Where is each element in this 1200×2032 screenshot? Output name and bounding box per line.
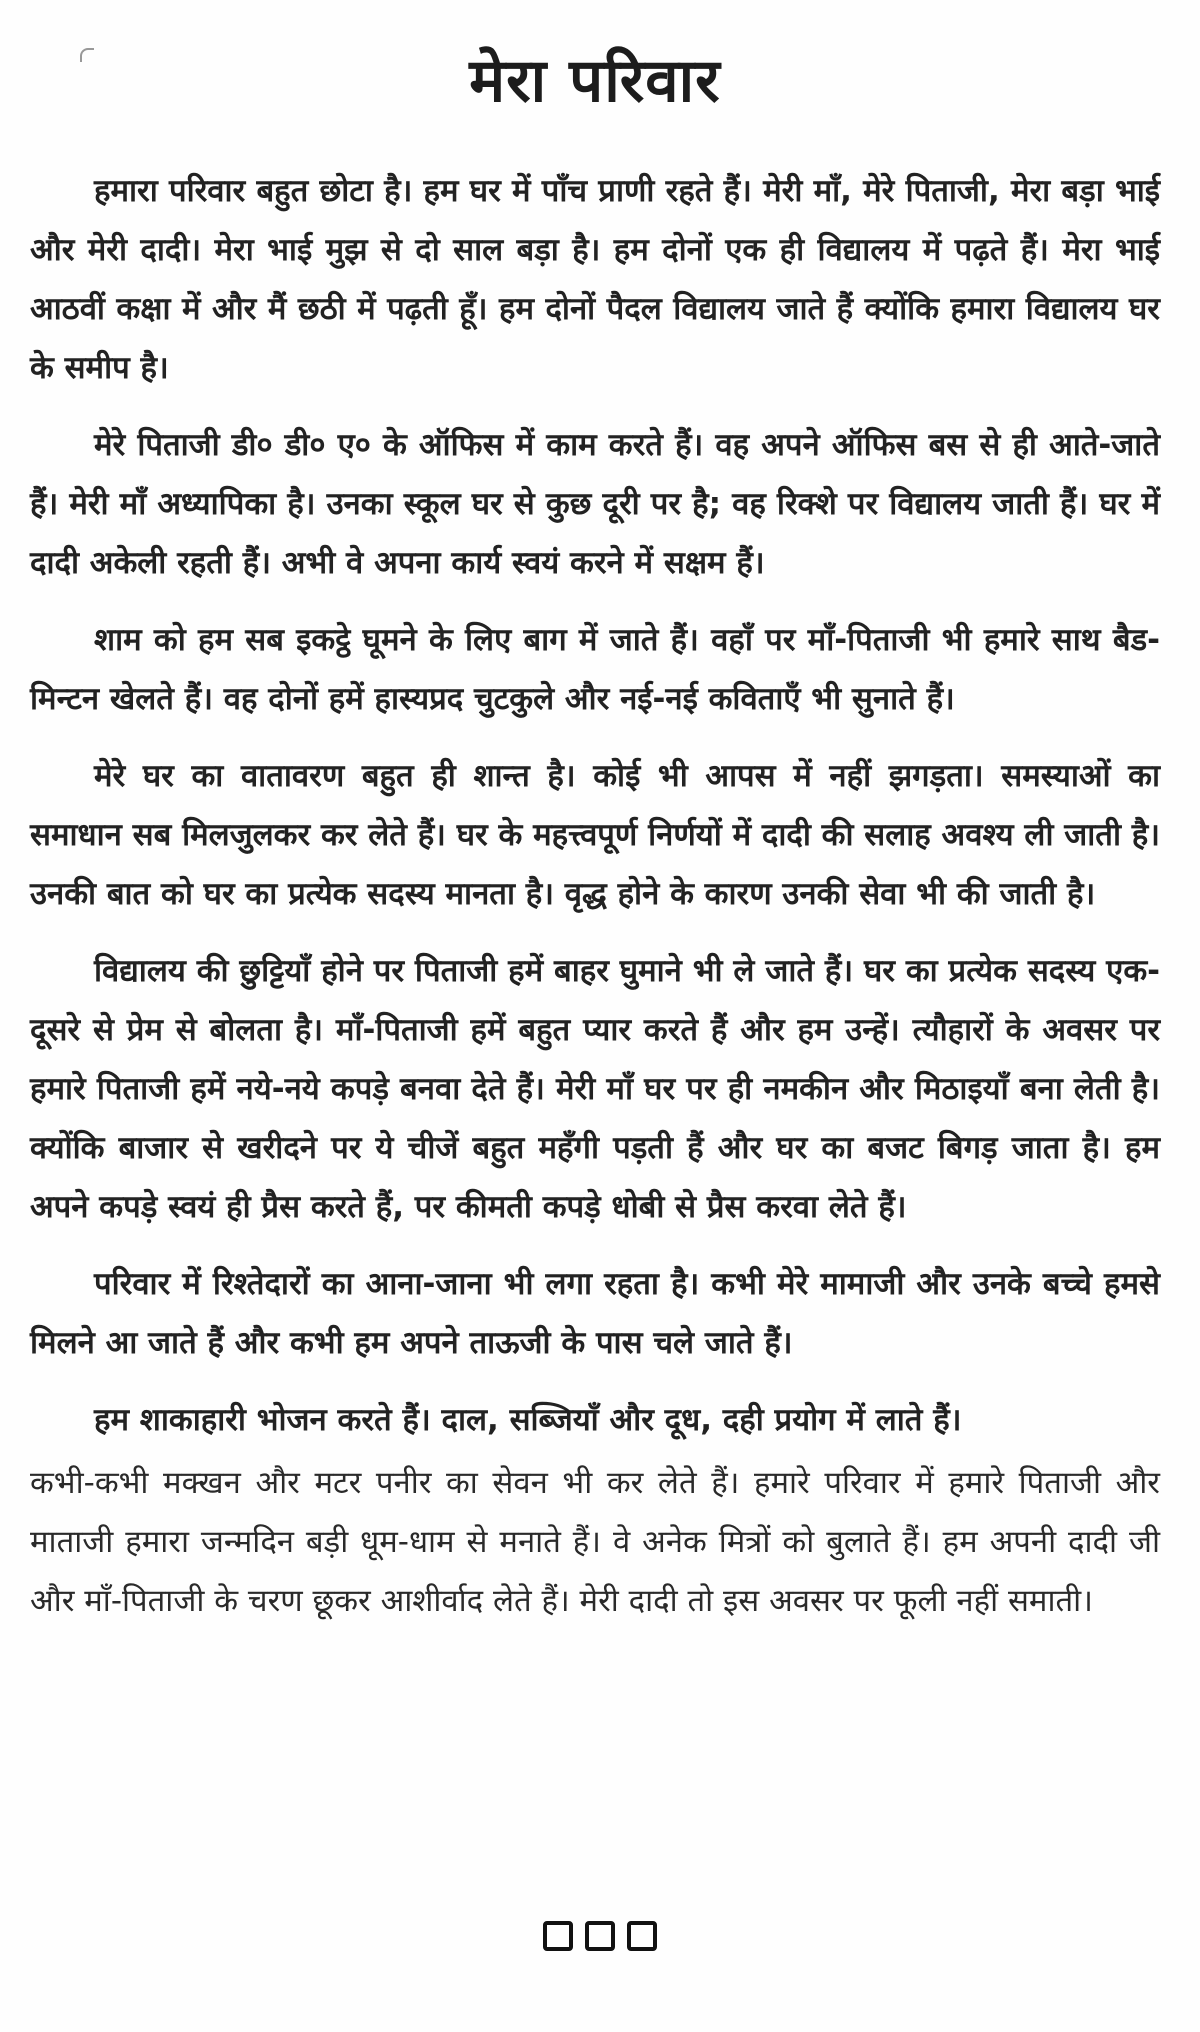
paragraph-8: कभी-कभी मक्खन और मटर पनीर का सेवन भी कर लेते हैं। हमारे परिवार में हमारे पिताजी और माताजी हमारा जन्मदिन बड़ी धूम-धाम से मनाते हैं। वे अनेक मित्रों को बुलाते हैं। हम अपनी दादी जी और माँ-पिताजी के चरण छूकर आशीर्वाद लेते हैं। मेरी दादी तो इस अवसर पर फूली नहीं समाती।	[30, 1465, 1160, 1619]
square-icon	[585, 1921, 615, 1951]
paragraph-7: हम शाकाहारी भोजन करते हैं। दाल, सब्जियाँ और दूध, दही प्रयोग में लाते हैं।	[94, 1402, 962, 1438]
paragraph-1: हमारा परिवार बहुत छोटा है। हम घर में पाँच प्राणी रहते हैं। मेरी माँ, मेरे पिताजी, मेरा बड़ा भाई और मेरी दादी। मेरा भाई मुझ से दो साल बड़ा है। हम दोनों एक ही विद्यालय में पढ़ते हैं। मेरा भाई आठवीं कक्षा में और मैं छठी में पढ़ती हूँ। हम दोनों पैदल विद्यालय जाते हैं क्योंकि हमारा विद्यालय घर के समीप है।	[30, 173, 1160, 386]
paragraph-6: परिवार में रिश्तेदारों का आना-जाना भी लगा रहता है। कभी मेरे मामाजी और उनके बच्चे हमसे मिलने आ जाते हैं और कभी हम अपने ताऊजी के पास चले जाते हैं।	[30, 1266, 1160, 1361]
page-title: मेरा परिवार	[469, 46, 721, 116]
paragraph-4: मेरे घर का वातावरण बहुत ही शान्त है। कोई भी आपस में नहीं झगड़ता। समस्याओं का समाधान सब मिलजुलकर कर लेते हैं। घर के महत्त्वपूर्ण निर्णयों में दादी की सलाह अवश्य ली जाती है। उनकी बात को घर का प्रत्येक सदस्य मानता है। वृद्ध होने के कारण उनकी सेवा भी की जाती है।	[30, 758, 1160, 912]
paragraph-5: विद्यालय की छुट्टियाँ होने पर पिताजी हमें बाहर घुमाने भी ले जाते हैं। घर का प्रत्येक सदस्य एक-दूसरे से प्रेम से बोलता है। माँ-पिताजी हमें बहुत प्यार करते हैं और हम उन्हें। त्यौहारों के अवसर पर हमारे पिताजी हमें नये-नये कपड़े बनवा देते हैं। मेरी माँ घर पर ही नमकीन और मिठाइयाँ बना लेती है। क्योंकि बाजार से खरीदने पर ये चीजें बहुत महँगी पड़ती हैं और घर का बजट बिगड़ जाता है। हम अपने कपड़े स्वयं ही प्रैस करते हैं, पर कीमती कपड़े धोबी से प्रैस करवा लेते हैं।	[30, 953, 1160, 1225]
square-icon	[543, 1921, 573, 1951]
end-of-text-marker	[0, 1915, 1200, 1961]
square-icon	[627, 1921, 657, 1951]
paragraph-2: मेरे पिताजी डी० डी० ए० के ऑफिस में काम करते हैं। वह अपने ऑफिस बस से ही आते-जाते हैं। मेरी माँ अध्यापिका है। उनका स्कूल घर से कुछ दूरी पर है; वह रिक्शे पर विद्यालय जाती हैं। घर में दादी अकेली रहती हैं। अभी वे अपना कार्य स्वयं करने में सक्षम हैं।	[30, 427, 1160, 581]
paragraph-3: शाम को हम सब इकट्ठे घूमने के लिए बाग में जाते हैं। वहाँ पर माँ-पिताजी भी हमारे साथ बैड-मिन्टन खेलते हैं। वह दोनों हमें हास्यप्रद चुटकुले और नई-नई कविताएँ भी सुनाते हैं।	[30, 622, 1160, 717]
scan-mark	[80, 48, 94, 62]
